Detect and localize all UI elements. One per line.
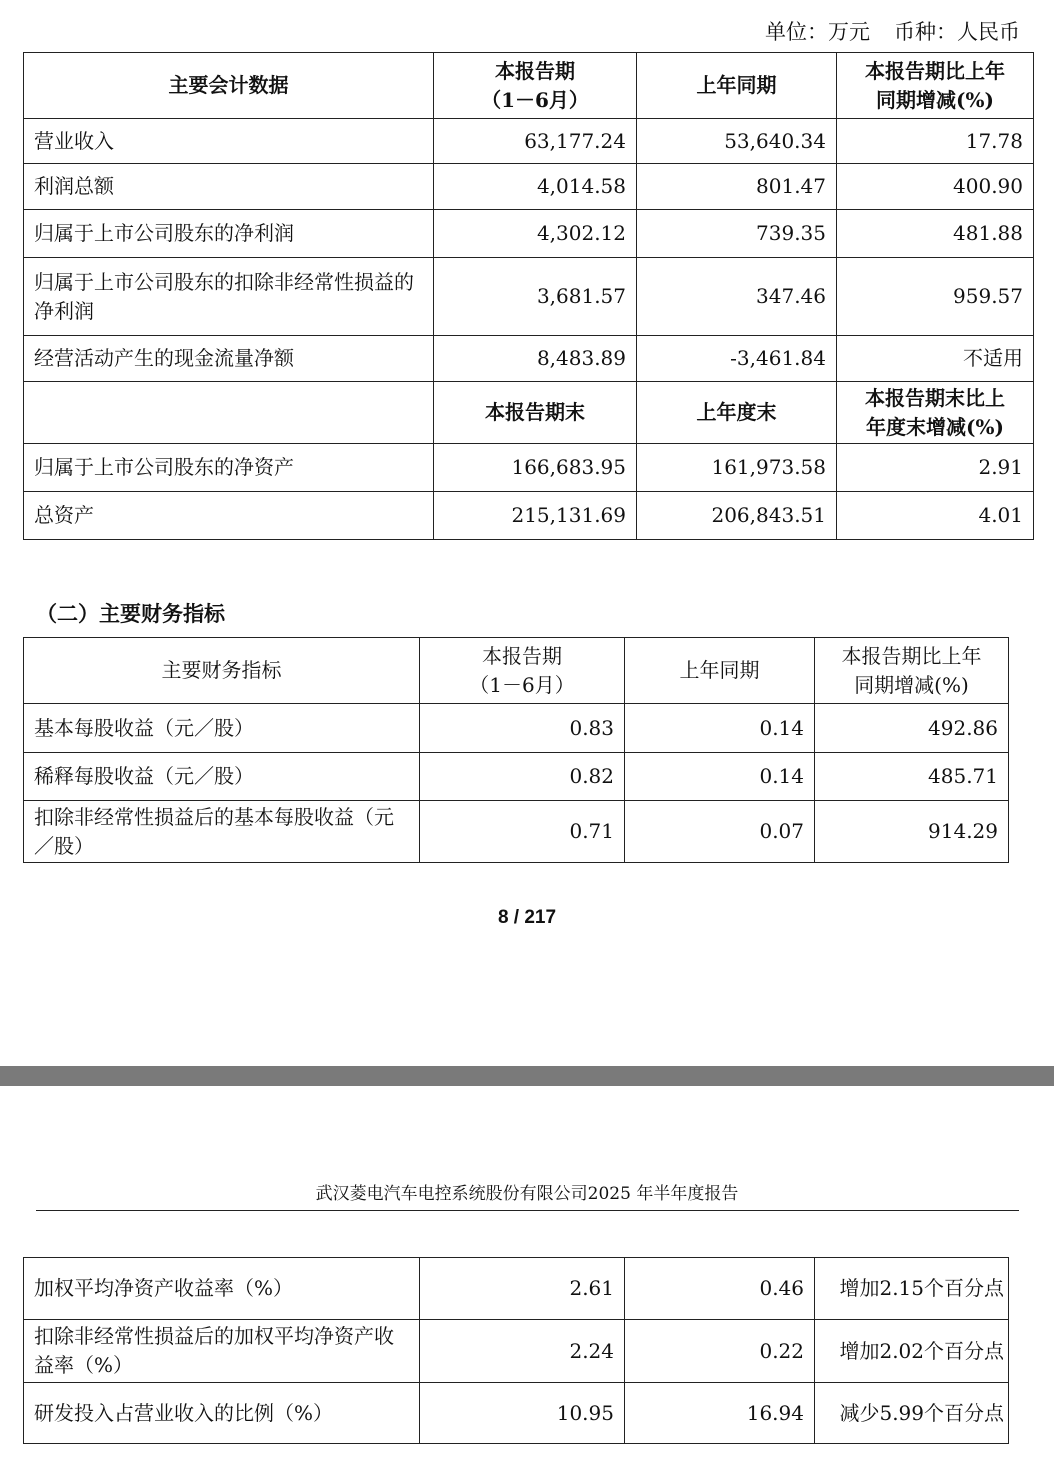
financial-indicators-table-continued (23, 1257, 1009, 1444)
table-row (24, 336, 1034, 382)
prior-value: 16.94 (625, 1383, 815, 1444)
header-line: 本报告期 (482, 643, 562, 668)
table-row (24, 801, 1009, 863)
change-value: 400.90 (837, 164, 1034, 210)
change-value: 914.29 (815, 801, 1009, 863)
change-value: 485.71 (815, 753, 1009, 801)
table-row (24, 1258, 1009, 1320)
header-line: 本报告期 (495, 58, 575, 83)
header-cell (837, 53, 1034, 119)
current-value: 0.82 (420, 753, 625, 801)
report-header: 武汉菱电汽车电控系统股份有限公司2025 年半年度报告 (315, 1184, 739, 1204)
table-row (24, 119, 1034, 164)
row-label: 稀释每股收益（元／股） (24, 753, 420, 801)
row-label: 利润总额 (24, 164, 434, 210)
current-value: 166,683.95 (434, 444, 637, 492)
current-value: 0.83 (420, 704, 625, 753)
unit-currency-line (765, 18, 1020, 46)
current-value: 0.71 (420, 801, 625, 863)
header-line: 本报告期比上年 (865, 58, 1005, 83)
change-value: 增加2.15个百分点 (815, 1258, 1009, 1320)
table-header-row (24, 638, 1009, 704)
header-cell (837, 382, 1034, 444)
prior-value: 0.14 (625, 704, 815, 753)
prior-value: 739.35 (637, 210, 837, 258)
header-cell: 主要会计数据 (24, 53, 434, 119)
table-row (24, 210, 1034, 258)
prior-value: 347.46 (637, 258, 837, 336)
table-row (24, 1383, 1009, 1444)
financial-indicators-table (23, 637, 1009, 863)
prior-value: 161,973.58 (637, 444, 837, 492)
header-line: （1－6月） (481, 87, 589, 112)
change-value: 17.78 (837, 119, 1034, 164)
current-value: 2.24 (420, 1320, 625, 1383)
header-cell: 上年同期 (637, 53, 837, 119)
header-cell (815, 638, 1009, 704)
currency-label: 币种：人民币 (894, 20, 1020, 44)
header-cell (434, 53, 637, 119)
row-label: 经营活动产生的现金流量净额 (24, 336, 434, 382)
header-divider (36, 1210, 1019, 1211)
table-subheader-row (24, 382, 1034, 444)
current-value: 10.95 (420, 1383, 625, 1444)
current-value: 215,131.69 (434, 492, 637, 540)
prior-value: 801.47 (637, 164, 837, 210)
change-value: 不适用 (837, 336, 1034, 382)
header-line: 同期增减(%) (876, 87, 994, 112)
change-value: 4.01 (837, 492, 1034, 540)
header-cell (420, 638, 625, 704)
current-value: 63,177.24 (434, 119, 637, 164)
table-row (24, 1320, 1009, 1383)
page-number: 8 / 217 (497, 907, 557, 928)
prior-value: 206,843.51 (637, 492, 837, 540)
header-cell: 上年同期 (625, 638, 815, 704)
current-value: 8,483.89 (434, 336, 637, 382)
current-value: 3,681.57 (434, 258, 637, 336)
row-label: 归属于上市公司股东的净资产 (24, 444, 434, 492)
header-cell: 上年度末 (637, 382, 837, 444)
section-title: （二）主要财务指标 (36, 601, 225, 626)
prior-value: 0.46 (625, 1258, 815, 1320)
table-row (24, 704, 1009, 753)
table-row (24, 258, 1034, 336)
table-row (24, 444, 1034, 492)
row-label: 研发投入占营业收入的比例（%） (24, 1383, 420, 1444)
header-cell: 主要财务指标 (24, 638, 420, 704)
page-separator (0, 1066, 1054, 1086)
table-row (24, 164, 1034, 210)
table-row (24, 492, 1034, 540)
header-line: 本报告期末比上 (865, 385, 1005, 410)
unit-label: 单位：万元 (765, 20, 870, 44)
accounting-data-table (23, 52, 1034, 540)
change-value: 481.88 (837, 210, 1034, 258)
row-label: 营业收入 (24, 119, 434, 164)
row-label: 扣除非经常性损益后的加权平均净资产收益率（%） (24, 1320, 420, 1383)
prior-value: 0.14 (625, 753, 815, 801)
prior-value: 53,640.34 (637, 119, 837, 164)
current-value: 4,014.58 (434, 164, 637, 210)
table-row (24, 753, 1009, 801)
change-value: 959.57 (837, 258, 1034, 336)
row-label: 归属于上市公司股东的扣除非经常性损益的净利润 (24, 258, 434, 336)
prior-value: 0.07 (625, 801, 815, 863)
change-value: 增加2.02个百分点 (815, 1320, 1009, 1383)
empty-cell (24, 382, 434, 444)
row-label: 扣除非经常性损益后的基本每股收益（元／股） (24, 801, 420, 863)
prior-value: 0.22 (625, 1320, 815, 1383)
header-line: （1－6月） (469, 672, 575, 697)
row-label: 总资产 (24, 492, 434, 540)
change-value: 2.91 (837, 444, 1034, 492)
change-value: 减少5.99个百分点 (815, 1383, 1009, 1444)
header-line: 本报告期比上年 (841, 643, 982, 668)
header-cell: 本报告期末 (434, 382, 637, 444)
header-line: 同期增减(%) (854, 672, 969, 697)
change-value: 492.86 (815, 704, 1009, 753)
row-label: 基本每股收益（元／股） (24, 704, 420, 753)
header-line: 年度末增减(%) (866, 414, 1004, 439)
prior-value: -3,461.84 (637, 336, 837, 382)
table-header-row (24, 53, 1034, 119)
row-label: 归属于上市公司股东的净利润 (24, 210, 434, 258)
row-label: 加权平均净资产收益率（%） (24, 1258, 420, 1320)
current-value: 2.61 (420, 1258, 625, 1320)
current-value: 4,302.12 (434, 210, 637, 258)
